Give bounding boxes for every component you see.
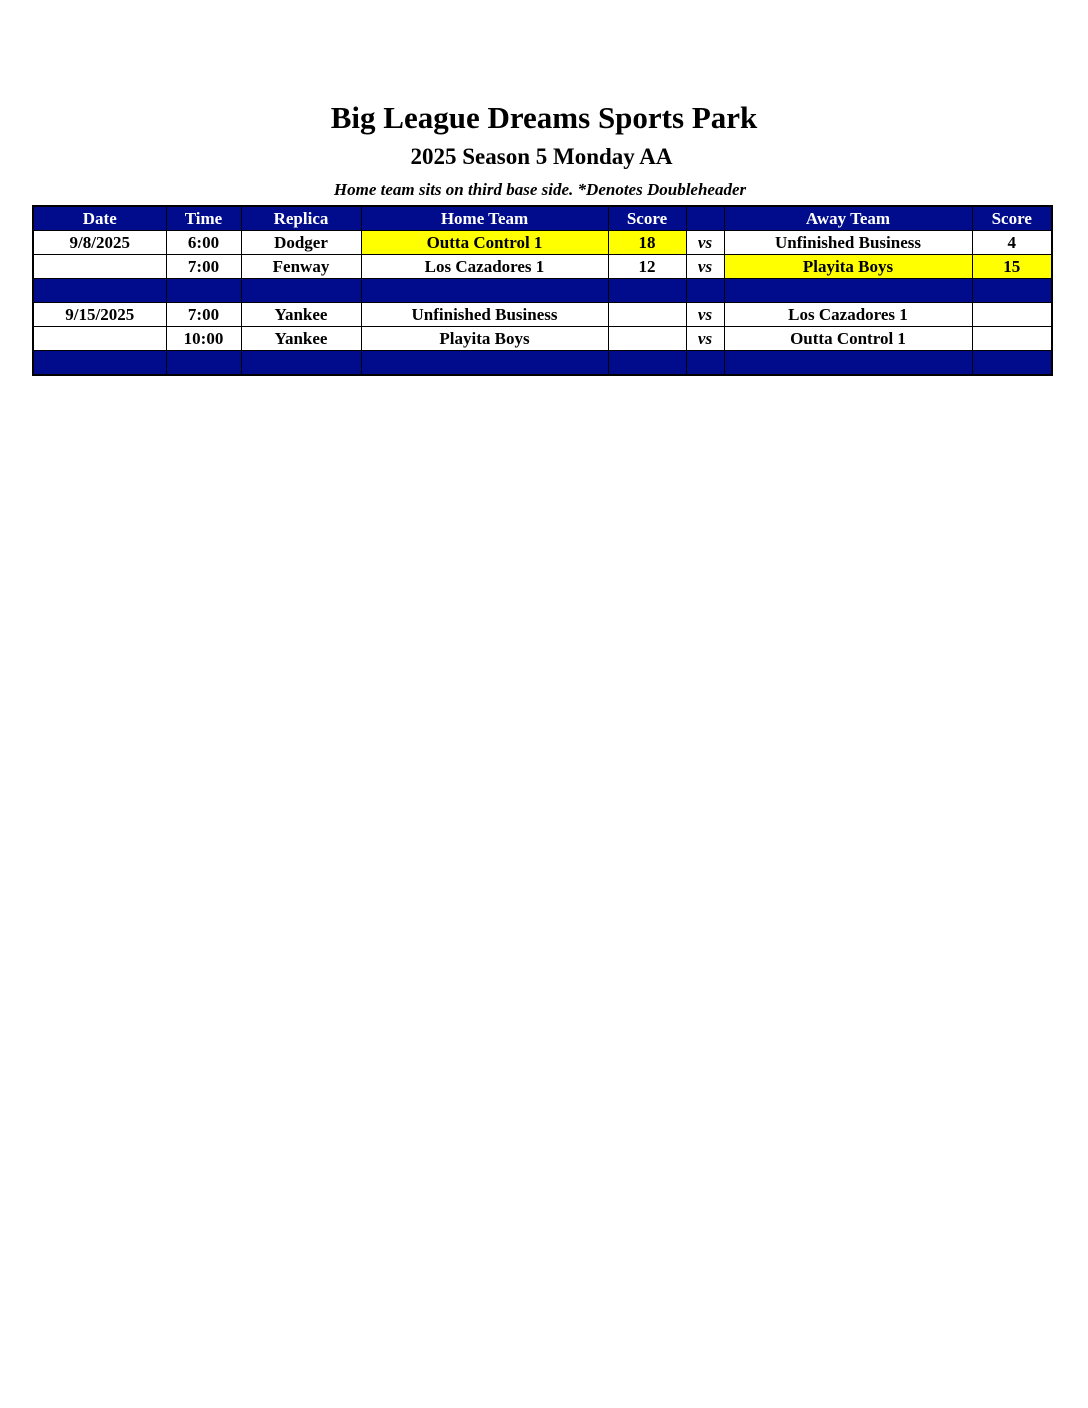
- game-time: 7:00: [166, 255, 241, 279]
- game-date: [33, 255, 166, 279]
- away-score: [972, 303, 1052, 327]
- game-time: 7:00: [166, 303, 241, 327]
- column-header-away-team: Away Team: [724, 206, 972, 231]
- separator-cell: [361, 279, 608, 303]
- table-header-row: [33, 206, 1052, 231]
- game-time: 6:00: [166, 231, 241, 255]
- vs-label: vs: [686, 255, 724, 279]
- doubleheader-note: Home team sits on third base side. *Denotes Doubleheader: [333, 180, 747, 199]
- home-score: 18: [608, 231, 686, 255]
- page-title: Big League Dreams Sports Park: [330, 100, 758, 135]
- column-header-away-score: Score: [972, 206, 1052, 231]
- away-team: Playita Boys: [724, 255, 972, 279]
- separator-cell: [361, 351, 608, 376]
- home-team: Unfinished Business: [361, 303, 608, 327]
- away-score: 4: [972, 231, 1052, 255]
- page-subtitle: 2025 Season 5 Monday AA: [410, 144, 673, 169]
- separator-cell: [686, 351, 724, 376]
- home-score: [608, 303, 686, 327]
- away-team: Los Cazadores 1: [724, 303, 972, 327]
- home-team: Los Cazadores 1: [361, 255, 608, 279]
- week-separator-row: [33, 279, 1052, 303]
- field-replica: Dodger: [241, 231, 361, 255]
- column-header-home-team: Home Team: [361, 206, 608, 231]
- home-score: [608, 327, 686, 351]
- away-team: Outta Control 1: [724, 327, 972, 351]
- column-header-time: Time: [166, 206, 241, 231]
- home-team: Playita Boys: [361, 327, 608, 351]
- separator-cell: [972, 351, 1052, 376]
- week-separator-row: [33, 351, 1052, 376]
- separator-cell: [686, 279, 724, 303]
- table-row: [33, 255, 1052, 279]
- field-replica: Fenway: [241, 255, 361, 279]
- vs-label: vs: [686, 327, 724, 351]
- away-team: Unfinished Business: [724, 231, 972, 255]
- game-date: 9/15/2025: [33, 303, 166, 327]
- game-time: 10:00: [166, 327, 241, 351]
- separator-cell: [972, 279, 1052, 303]
- column-header-home-score: Score: [608, 206, 686, 231]
- separator-cell: [241, 351, 361, 376]
- vs-label: vs: [686, 231, 724, 255]
- separator-cell: [166, 279, 241, 303]
- separator-cell: [724, 279, 972, 303]
- separator-cell: [166, 351, 241, 376]
- schedule-table: [32, 205, 1053, 376]
- separator-cell: [241, 279, 361, 303]
- column-header-vs: [686, 206, 724, 231]
- table-row: [33, 231, 1052, 255]
- field-replica: Yankee: [241, 303, 361, 327]
- away-score: [972, 327, 1052, 351]
- home-score: 12: [608, 255, 686, 279]
- game-date: [33, 327, 166, 351]
- separator-cell: [724, 351, 972, 376]
- column-header-replica: Replica: [241, 206, 361, 231]
- table-row: [33, 303, 1052, 327]
- vs-label: vs: [686, 303, 724, 327]
- separator-cell: [33, 351, 166, 376]
- away-score: 15: [972, 255, 1052, 279]
- table-row: [33, 327, 1052, 351]
- separator-cell: [33, 279, 166, 303]
- home-team: Outta Control 1: [361, 231, 608, 255]
- game-date: 9/8/2025: [33, 231, 166, 255]
- separator-cell: [608, 279, 686, 303]
- column-header-date: Date: [33, 206, 166, 231]
- field-replica: Yankee: [241, 327, 361, 351]
- separator-cell: [608, 351, 686, 376]
